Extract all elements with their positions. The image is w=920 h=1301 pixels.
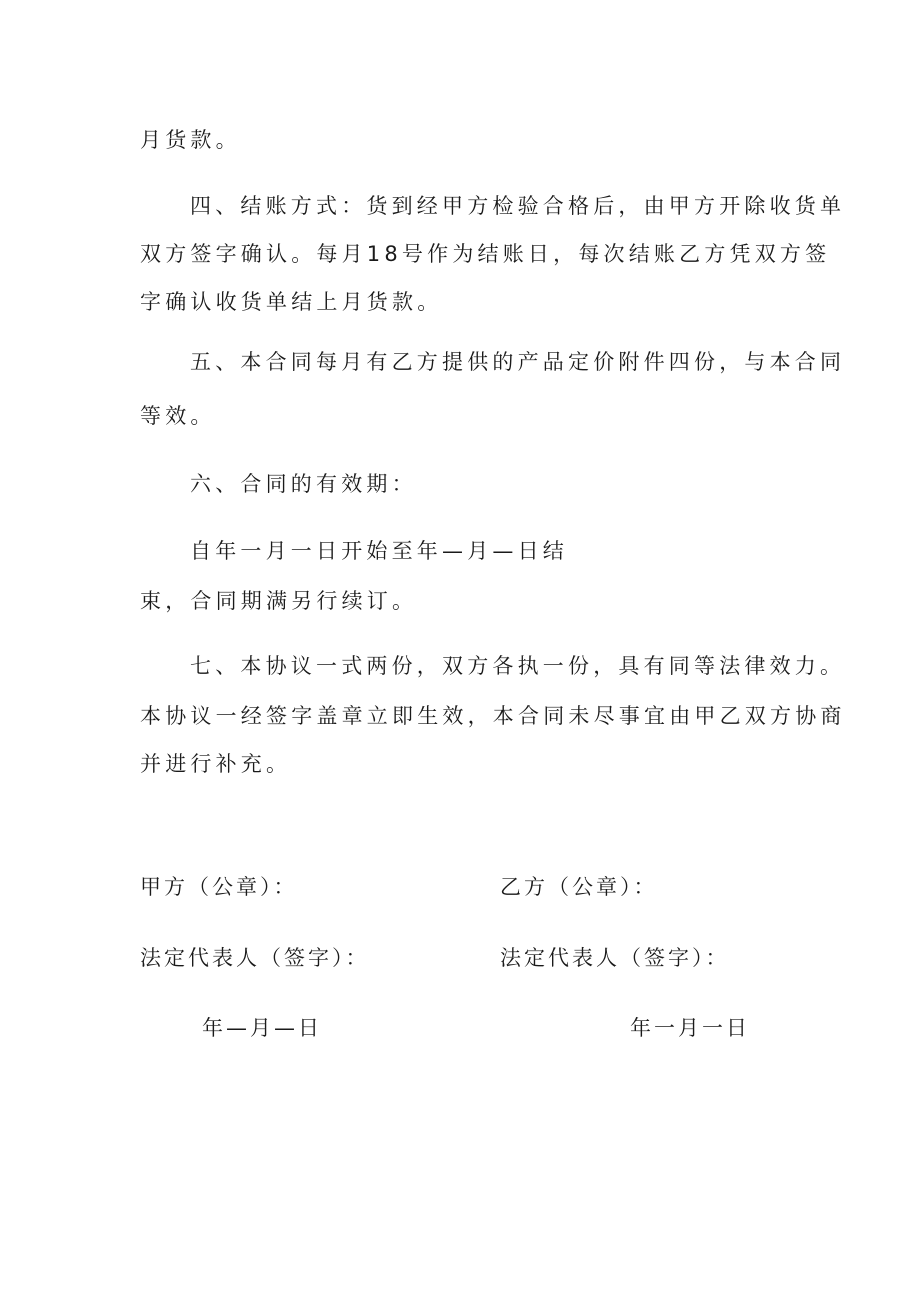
party-a-date: 年—月—日 xyxy=(202,1016,322,1040)
paragraph-line: 七、本协议一式两份，双方各执一份，具有同等法律效力。 xyxy=(190,654,846,678)
party-a-rep-label: 法定代表人（签字）： xyxy=(140,946,370,970)
paragraph-line: 五、本合同每月有乙方提供的产品定价附件四份，与本合同 xyxy=(190,350,846,374)
paragraph-line: 月货款。 xyxy=(140,128,241,152)
party-b-seal-label: 乙方（公章）： xyxy=(500,875,658,899)
paragraph-line: 六、合同的有效期： xyxy=(190,472,417,496)
paragraph-line: 自年一月一日开始至年—月—日结 xyxy=(190,539,568,563)
paragraph-line: 字确认收货单结上月货款。 xyxy=(140,290,443,314)
paragraph-line: 四、结账方式：货到经甲方检验合格后，由甲方开除收货单 xyxy=(190,194,846,218)
paragraph-line: 束，合同期满另行续订。 xyxy=(140,589,418,613)
paragraph-line: 等效。 xyxy=(140,404,216,428)
paragraph-line: 并进行补充。 xyxy=(140,752,292,776)
party-b-rep-label: 法定代表人（签字）： xyxy=(500,946,730,970)
party-a-seal-label: 甲方（公章）： xyxy=(140,875,298,899)
party-b-date: 年一月一日 xyxy=(630,1016,750,1040)
paragraph-line: 双方签字确认。每月18号作为结账日，每次结账乙方凭双方签 xyxy=(140,242,831,266)
paragraph-line: 本协议一经签字盖章立即生效，本合同未尽事宜由甲乙双方协商 xyxy=(140,704,846,728)
